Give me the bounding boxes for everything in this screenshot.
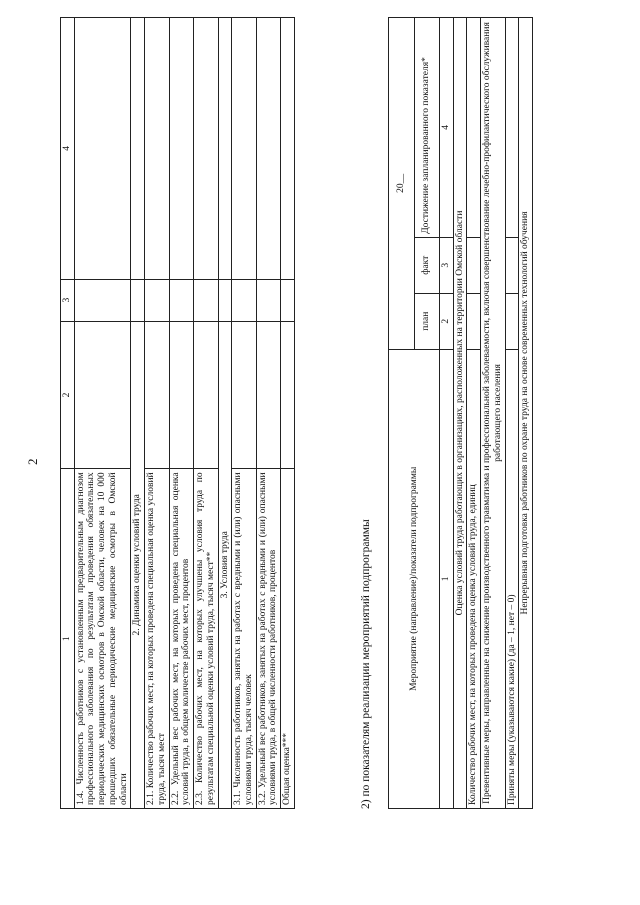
col-header-fact: факт [414,237,440,293]
section-title: Непрерывная подготовка работников по охране труда на основе современных технологий обучения [519,18,533,809]
col-number: 2 [440,293,454,349]
row-label: 1.4. Численность работников с установленным предварительным диагнозом профессионального заболевания по результатам проведения обязательных периодических медицинских осмотров в Омской области, человек на 10 000 прошедших обязательные периодические медицинские осмотры в Омской области [74,469,131,809]
section-title: Оценка условий труда работающих в организациях, расположенных на территории Омской области [453,18,467,809]
table-row [61,18,75,809]
table-row [467,18,481,809]
table-row [169,18,193,809]
row-label: 2.2. Удельный вес рабочих мест, на которых проведена специальная оценка условий труда, в общем количестве рабочих мест, процентов [169,469,193,809]
col-header-event: Мероприятие (направление)/показатели подпрограммы [389,349,440,808]
table-row [232,18,256,809]
header-row [389,18,415,809]
section-title: Превентивные меры, направленные на снижение производственного травматизма и профессиональной заболеваемости, включая совершенствование лечебно-профилактического обслуживания работающего населения [481,18,505,809]
row-label: 2.1. Количество рабочих мест, на которых проведена специальная оценка условий труда, тысяч мест [145,469,169,809]
col-number: 3 [440,237,454,293]
section-row [131,18,145,809]
col-header-year: 20__ [389,18,415,350]
row-label: 3.2. Удельный вес работников, занятых на работах с вредными и (или) опасными условиями труда, в общей численности работников, процентов [256,469,280,809]
section-heading: 2) по показателям реализации мероприятий подпрограммы [360,519,372,809]
table-row [281,18,295,809]
section-row [218,18,232,809]
table-row [74,18,131,809]
section-row [519,18,533,809]
events-table [388,17,533,809]
table-row [194,18,218,809]
row-label: Общая оценка*** [281,469,295,809]
col-number: 2 [61,321,75,469]
row-label: Количество рабочих мест, на которых проведена оценка условий труда, единиц [467,349,481,808]
page-number: 2 [25,458,40,465]
outcomes-table [60,17,295,809]
table-row [440,18,454,809]
row-label: 2.3. Количество рабочих мест, на которых улучшены условия труда по результатам специальной оценки условий труда, тысяч мест** [194,469,218,809]
col-number: 4 [440,18,454,238]
section-title: 2. Динамика оценки условий труда [131,321,145,808]
table-row [145,18,169,809]
section-row [453,18,467,809]
row-label: Приняты меры (указываются какие) (да – 1, нет – 0) [505,349,519,808]
col-number: 1 [440,349,454,808]
section-title: 3. Условия труда [218,321,232,808]
table-row [256,18,280,809]
col-number: 3 [61,279,75,321]
row-label: 3.1. Численность работников, занятых на работах с вредными и (или) опасными условиями труда, тысяч человек [232,469,256,809]
table-row [505,18,519,809]
section-row [481,18,505,809]
col-number: 1 [61,469,75,809]
col-header-achieve: Достижение запланированного показателя* [414,18,440,238]
col-number: 4 [61,18,75,280]
col-header-plan: план [414,293,440,349]
